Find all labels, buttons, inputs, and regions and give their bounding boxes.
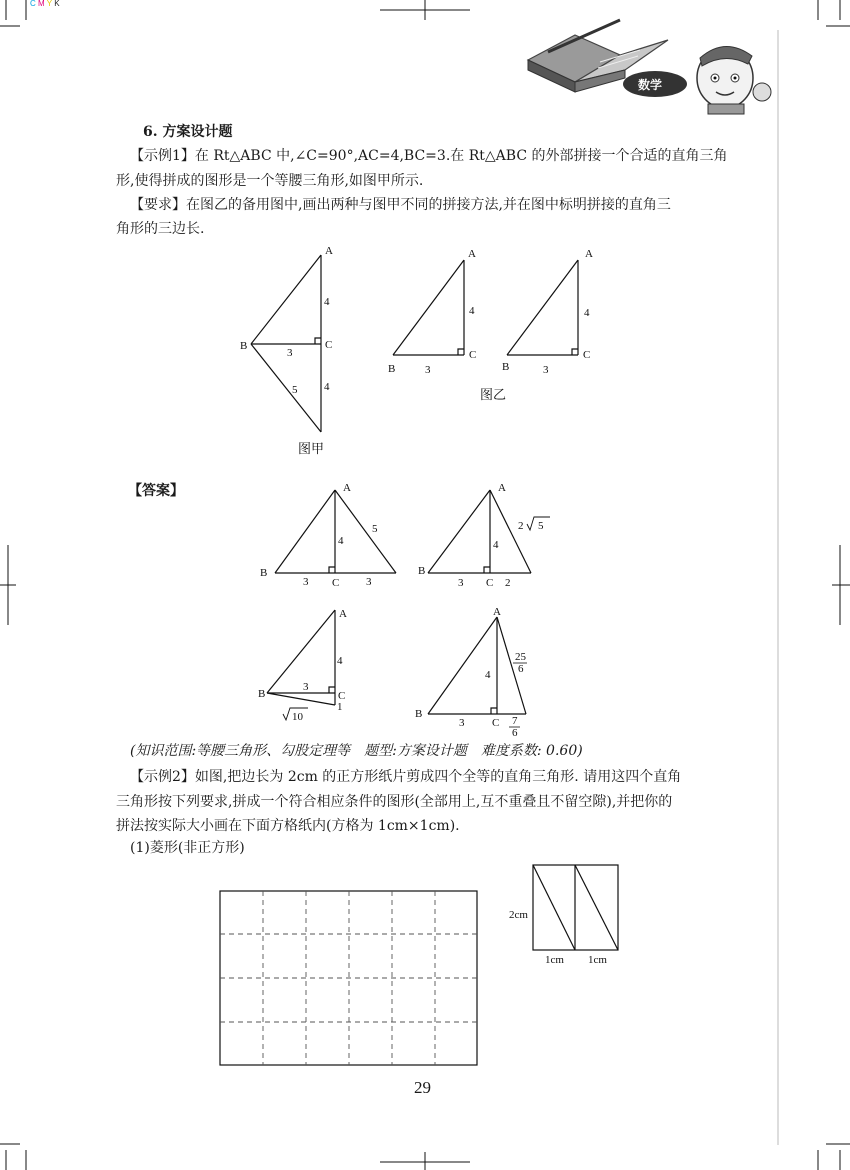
answer-figure-4: [428, 617, 526, 714]
ans3-hyp-rad: 10: [292, 711, 303, 723]
ans2-label-b: B: [418, 565, 426, 577]
subject-badge-text: 数学: [638, 78, 663, 92]
ans3-ac: 4: [337, 655, 343, 667]
ans4-label-c: C: [492, 717, 500, 729]
ans2-right: 2: [505, 577, 511, 589]
ans4-ac: 4: [485, 669, 491, 681]
square-height-label: 2cm: [509, 909, 528, 921]
ans3-bc: 3: [303, 681, 309, 693]
jia-label-b: B: [240, 340, 248, 352]
jia-hyp: 5: [292, 384, 298, 396]
ans3-label-b: B: [258, 688, 266, 700]
yi-caption: 图乙: [480, 388, 507, 403]
cmyk-m: M: [38, 0, 45, 8]
yi1-label-c: C: [469, 349, 477, 361]
grid-paper: [220, 891, 477, 1065]
answer-figure-2: [428, 490, 531, 573]
subject-badge: [623, 71, 687, 97]
ans4-ext-num: 7: [512, 715, 518, 727]
ans3-small: 1: [337, 701, 343, 713]
example1-line2: 形,使得拼成的图形是一个等腰三角形,如图甲所示.: [116, 173, 424, 189]
yi1-label-b: B: [388, 363, 396, 375]
ans1-label-a: A: [343, 482, 351, 494]
figure-yi-2: [507, 260, 578, 355]
knowledge-note: (知识范围:等腰三角形、勾股定理等 题型:方案设计题 难度系数: 0.60): [130, 743, 583, 759]
ans2-side-coef: 2: [518, 520, 524, 532]
requirement-line2: 角形的三边长.: [116, 221, 205, 237]
jia-caption: 图甲: [298, 442, 325, 457]
ans2-ac: 4: [493, 539, 499, 551]
requirement-line1: [130, 192, 671, 218]
yi2-ac: 4: [584, 307, 590, 319]
requirement-text1: 在图乙的备用图中,画出两种与图甲不同的拼接方法,并在图中标明拼接的直角三: [186, 197, 671, 213]
figure-jia: [251, 255, 321, 432]
figure-yi-1: [393, 260, 464, 355]
answer-figure-1: [275, 490, 396, 573]
requirement-label: 【要求】: [130, 197, 186, 213]
example2-text1: 如图,把边长为 2cm 的正方形纸片剪成四个全等的直角三角形. 请用这四个直角: [194, 769, 682, 785]
answer-label: 【答案】: [128, 483, 184, 499]
ans3-label-c: C: [338, 690, 346, 702]
cmyk-c: C: [30, 0, 36, 8]
answer-figure-3: [267, 610, 335, 705]
square-width-label-1: 1cm: [545, 954, 564, 966]
ans3-label-a: A: [339, 608, 347, 620]
ans4-left: 3: [459, 717, 465, 729]
yi1-bc: 3: [425, 364, 431, 376]
yi1-ac: 4: [469, 305, 475, 317]
ans1-left: 3: [303, 576, 309, 588]
section-title: 6. 方案设计题: [143, 124, 233, 140]
ans1-right: 3: [366, 576, 372, 588]
jia-ac: 4: [324, 296, 330, 308]
example2-label: 【示例2】: [130, 769, 195, 785]
ans2-label-a: A: [498, 482, 506, 494]
yi1-label-a: A: [468, 248, 476, 260]
example2-line2: 三角形按下列要求,拼成一个符合相应条件的图形(全部用上,互不重叠且不留空隙),并把你的: [116, 794, 673, 810]
example1-line1: [130, 143, 727, 169]
page-number: 29: [414, 1078, 431, 1097]
ans2-side-rad: 5: [538, 520, 544, 532]
ans1-side: 5: [372, 523, 378, 535]
cartoon-boy-icon: [697, 46, 771, 114]
cmyk-y: Y: [46, 0, 52, 8]
example2-item1: (1)菱形(非正方形): [130, 840, 245, 856]
jia-lower: 4: [324, 381, 330, 393]
square-width-label-2: 1cm: [588, 954, 607, 966]
square-figure: [533, 865, 618, 950]
jia-bc: 3: [287, 347, 293, 359]
example2-line3: 拼法按实际大小画在下面方格纸内(方格为 1cm×1cm).: [116, 818, 460, 834]
ans4-side-num: 25: [515, 651, 526, 663]
ans4-ext-den: 6: [512, 727, 518, 739]
ans4-side-den: 6: [518, 663, 524, 675]
ans2-label-c: C: [486, 577, 494, 589]
example2-line1: [130, 764, 681, 790]
ans1-ac: 4: [338, 535, 344, 547]
ans4-label-b: B: [415, 708, 423, 720]
jia-label-c: C: [325, 339, 333, 351]
ans1-label-b: B: [260, 567, 268, 579]
yi2-label-a: A: [585, 248, 593, 260]
cmyk-k: K: [54, 0, 60, 8]
yi2-label-b: B: [502, 361, 510, 373]
ans4-label-a: A: [493, 606, 501, 618]
example1-text1: 在 Rt△ABC 中,∠C=90°,AC=4,BC=3.在 Rt△ABC 的外部拼接一个合适的直角三角: [194, 148, 728, 164]
example1-label: 【示例1】: [130, 148, 195, 164]
ans2-left: 3: [458, 577, 464, 589]
jia-label-a: A: [325, 245, 333, 257]
ans1-label-c: C: [332, 577, 340, 589]
yi2-bc: 3: [543, 364, 549, 376]
yi2-label-c: C: [583, 349, 591, 361]
